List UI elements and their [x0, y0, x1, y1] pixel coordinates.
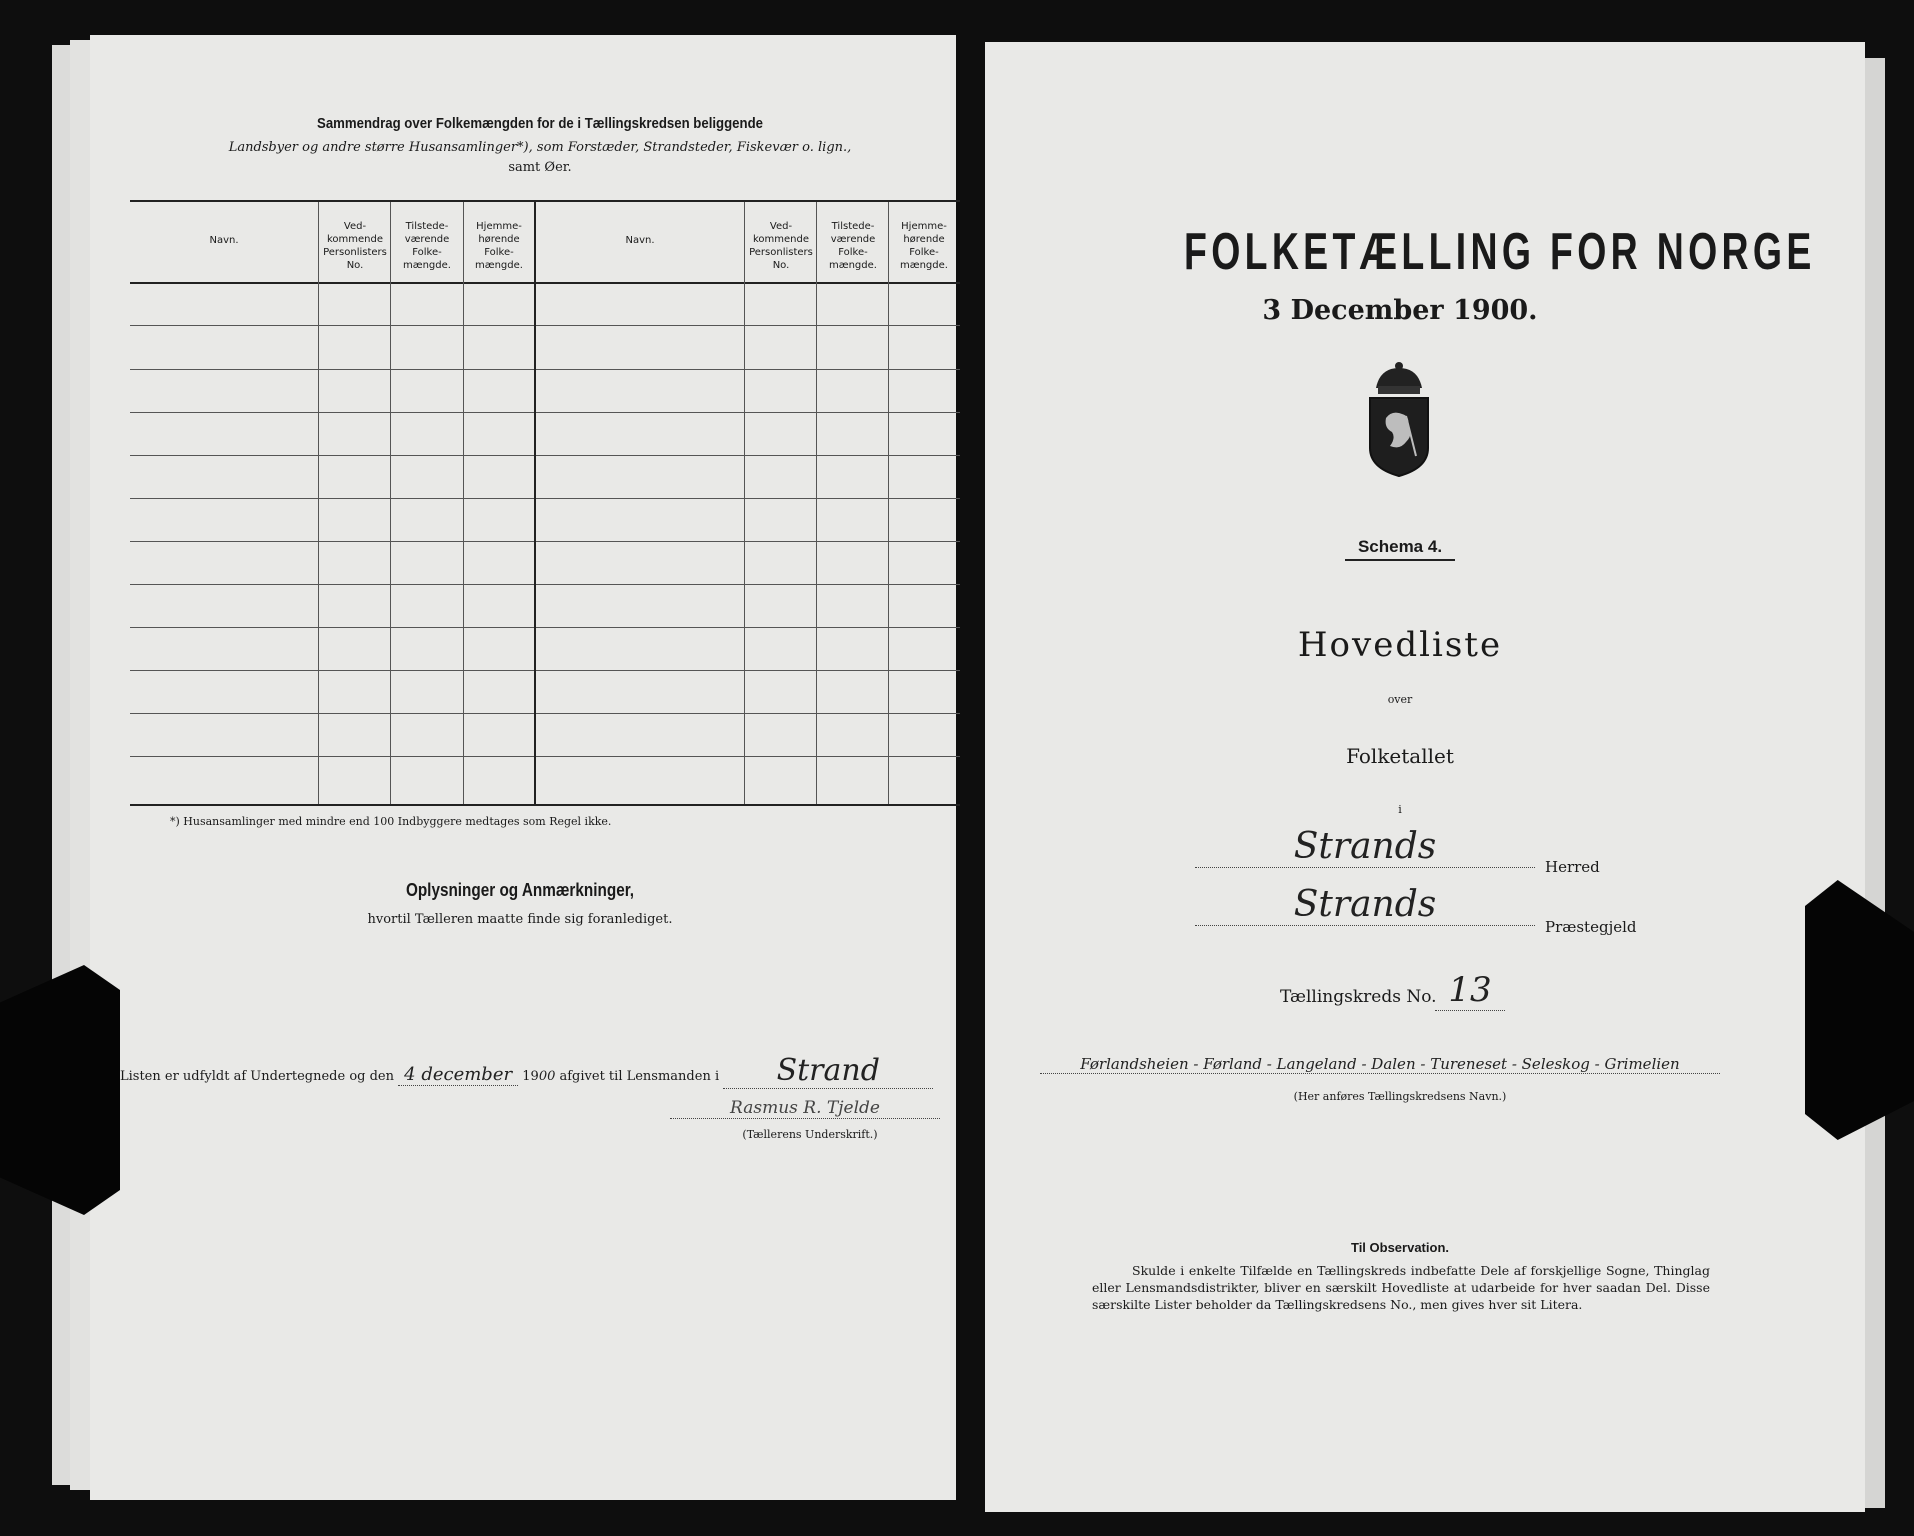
- column-header: Tilstede-værende Folke-mængde.: [829, 221, 877, 271]
- column-header: Navn.: [625, 235, 655, 246]
- summary-subheading-2: samt Øer.: [508, 160, 572, 175]
- column-header: Ved-kommende Personlisters No.: [323, 221, 387, 271]
- signoff-line: [120, 1053, 950, 1089]
- notes-subtitle: hvortil Tælleren maatte finde sig foranlediget.: [367, 912, 673, 927]
- signature-caption: (Tællerens Underskrift.): [742, 1128, 878, 1141]
- binder-clip-right: [1805, 880, 1914, 1140]
- summary-table: [130, 200, 960, 806]
- herred-label: Herred: [1545, 858, 1600, 876]
- krets-caption: (Her anføres Tællingskredsens Navn.): [1293, 1090, 1507, 1103]
- folketallet-text: Folketallet: [1346, 744, 1454, 768]
- column-header: Tilstede-værende Folke-mængde.: [403, 221, 451, 271]
- i-text: i: [1398, 803, 1402, 816]
- signoff-text-c: afgivet til Lensmanden i: [559, 1069, 720, 1084]
- signoff-place: Strand: [723, 1053, 933, 1089]
- prestegjeld-value: Strands: [1195, 884, 1535, 926]
- column-header: Hjemme-hørende Folke-mængde.: [900, 221, 948, 271]
- krets-label: Tællingskreds No.: [1280, 987, 1437, 1007]
- summary-subheading: Landsbyer og andre større Husansamlinger*), som Forstæder, Strandsteder, Fiskevær o. lign.,: [228, 140, 852, 155]
- signoff-text-a: Listen er udfyldt af Undertegnede og den: [120, 1069, 394, 1084]
- enumerator-signature: Rasmus R. Tjelde: [670, 1098, 940, 1119]
- herred-value: Strands: [1195, 826, 1535, 868]
- summary-heading: Sammendrag over Folkemængden for de i Tællingskredsen beliggende: [317, 115, 763, 132]
- column-header: Navn.: [209, 235, 239, 246]
- census-date: 3 December 1900.: [1262, 295, 1538, 326]
- krets-name: Førlandsheien - Førland - Langeland - Dalen - Tureneset - Seleskog - Grimelien: [1040, 1055, 1720, 1074]
- krets-number: 13: [1435, 970, 1505, 1011]
- footnote: *) Husansamlinger med mindre end 100 Indbyggere medtages som Regel ikke.: [170, 815, 612, 828]
- page-stack-edge: [1862, 58, 1885, 1508]
- signoff-text-b: 19: [522, 1069, 539, 1084]
- notes-title: Oplysninger og Anmærkninger,: [405, 880, 635, 900]
- schema-label: Schema 4.: [1345, 537, 1455, 561]
- observation-title: Til Observation.: [1350, 1240, 1449, 1255]
- list-title: Hovedliste: [1297, 625, 1503, 665]
- binder-clip-left: [0, 965, 120, 1215]
- column-header: Ved-kommende Personlisters No.: [749, 221, 813, 271]
- signoff-year: 00: [538, 1069, 556, 1084]
- column-header: Hjemme-hørende Folke-mængde.: [475, 221, 523, 271]
- prestegjeld-label: Præstegjeld: [1545, 918, 1637, 936]
- observation-text: Skulde i enkelte Tilfælde en Tællingskreds indbefatte Dele af forskjellige Sogne, Thinglag eller Lensmandsdistrikter, bliver en særskilt Hovedliste at udarbeide for hver saadan Del. Disse særskilte Lister beholder da Tællingskredsens No., men gives hver sit Litera.: [1092, 1263, 1710, 1312]
- census-title: FOLKETÆLLING FOR NORGE: [1184, 223, 1816, 281]
- over-text: over: [1387, 693, 1413, 706]
- signoff-date: 4 december: [398, 1064, 518, 1086]
- norway-coat-of-arms-icon: [1362, 358, 1436, 478]
